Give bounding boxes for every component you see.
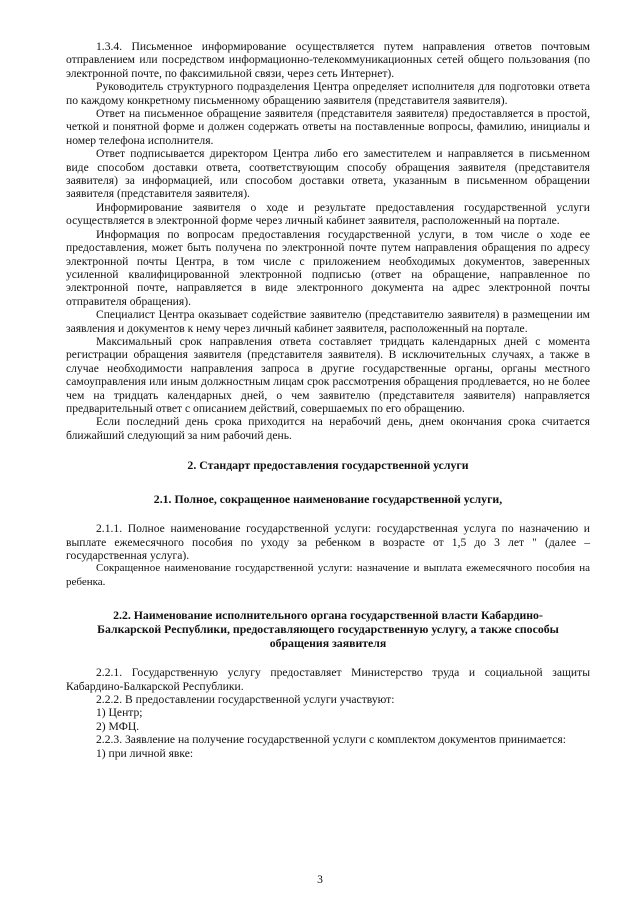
paragraph-email-information: Информация по вопросам предоставления государственной услуги, в том числе о ходе ее предоставления, может быть получена по электронной почте путем направления обращения по адресу электронной почты Центра, в том числе с приложением необходимых документов, заверенных усиленной квалифицированной электронной подписью (ответ на обращение, направленное по электронной почте, направляется в виде электронного документа на адрес электронной почты отправителя обращения). (66, 227, 590, 308)
paragraph-2-2-3: 2.2.3. Заявление на получение государственной услуги с комплектом документов принимается: (96, 733, 566, 747)
section-2-1-heading: 2.1. Полное, сокращенное наименование государственной услуги, (153, 492, 503, 507)
paragraph-electronic-informing: Информирование заявителя о ходе и результате предоставления государственной услуги осуществляется в электронной форме через личный кабинет заявителя, расположенный на портале. (66, 200, 590, 228)
section-2-2-heading (66, 608, 590, 650)
paragraph-short-name: Сокращенное наименование государственной услуги: назначение и выплата ежемесячного пособия на ребенка. (66, 562, 590, 588)
page-content (66, 40, 590, 760)
section-2-2-heading-line-3: обращения заявителя (269, 636, 387, 651)
section-2-heading: 2. Стандарт предоставления государственной услуги (187, 458, 469, 473)
paragraph-answer-form: Ответ на письменное обращение заявителя (представителя заявителя) предоставляется в простой, четкой и понятной форме и должен содержать ответы на поставленные вопросы, фамилию, инициалы и номер телефона исполнителя. (66, 107, 590, 147)
paragraph-max-term: Максимальный срок направления ответа составляет тридцать календарных дней с момента регистрации обращения заявителя (представителя заявителя). В исключительных случаях, а также в случае необходимости направления запроса в другие государственные органы, органы местного самоуправления или иным должностным лицам срок рассмотрения обращения продлевается, но не более чем на тридцать календарных дней, о чем заявителю (представителя заявителя) направляется предварительный ответ с описанием действий, совершаемых по его обращению. (66, 334, 590, 415)
list-item-personal-visit: 1) при личной явке: (96, 746, 194, 760)
list-item-center: 1) Центр; (96, 706, 143, 720)
paragraph-specialist-assistance: Специалист Центра оказывает содействие заявителю (представителю заявителя) в размещении им заявления и документов к нему через личный кабинет заявителя, расположенный на портале. (66, 308, 590, 335)
paragraph-answer-signed: Ответ подписывается директором Центра либо его заместителем и направляется в письменном виде способом доставки ответа, соответствующим способу обращения заявителя (представителя заявителя) за информацией, или способом доставки ответа, указанным в письменном обращении заявителя (представителя заявителя). (66, 147, 590, 201)
paragraph-2-2-2: 2.2.2. В предоставлении государственной услуги участвуют: (96, 693, 395, 707)
paragraph-nonworking-day: Если последний день срока приходится на нерабочий день, днем окончания срока считается ближайший следующий за ним рабочий день. (66, 415, 590, 442)
section-2-2-heading-line-2: Балкарской Республики, предоставляющего государственную услугу, а также способы (97, 622, 559, 637)
list-item-mfc: 2) МФЦ. (96, 719, 140, 733)
paragraph-1-3-4: 1.3.4. Письменное информирование осуществляется путем направления ответов почтовым отправлением или посредством информационно-телекоммуникационных сетей общего пользования (по электронной почте, по факсимильной связи, через сеть Интернет). (66, 40, 590, 80)
section-2-2-heading-line-1: 2.2. Наименование исполнительного органа государственной власти Кабардино- (113, 608, 543, 623)
page-number: 3 (317, 873, 323, 886)
paragraph-2-2-1: 2.2.1. Государственную услугу предоставляет Министерство труда и социальной защиты Кабардино-Балкарской Республики. (66, 666, 590, 693)
paragraph-2-1-1: 2.1.1. Полное наименование государственной услуги: государственная услуга по назначению и выплате ежемесячного пособия по уходу за ребенком в возрасте от 1,5 до 3 лет " (далее – государственная услуга). (66, 522, 590, 562)
paragraph-responsible-head: Руководитель структурного подразделения Центра определяет исполнителя для подготовки ответа по каждому конкретному письменному обращению заявителя (представителя заявителя). (66, 80, 590, 107)
